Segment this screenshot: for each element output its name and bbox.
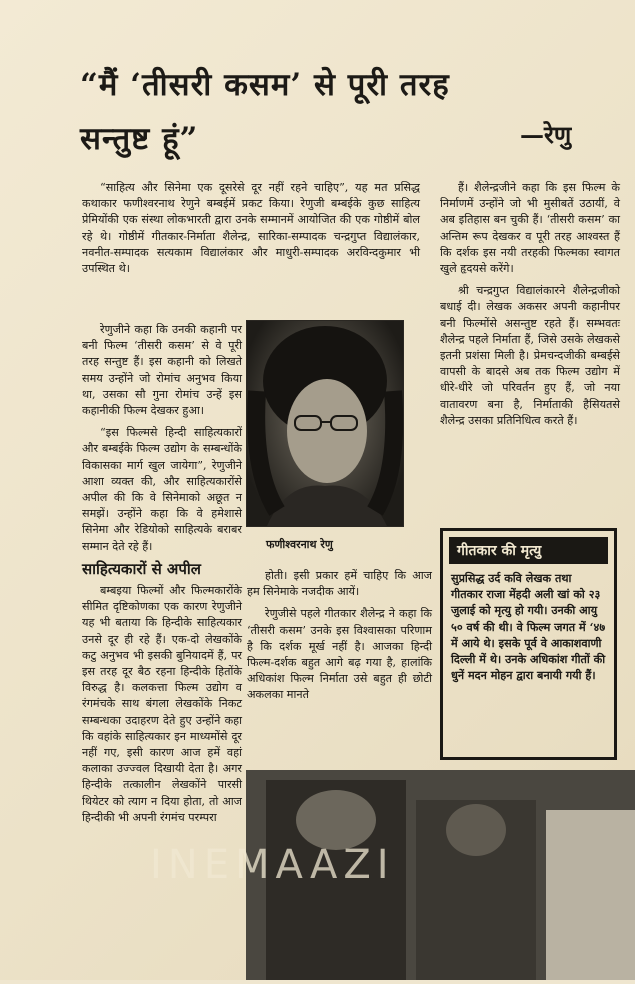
col1-paragraph-2: “इस फिल्मसे हिन्दी साहित्यकारों और बम्बईके फिल्म उद्योग के सम्बन्धोंके विकासका मार्ग खुल जायेगा”, रेणुजीने आशा व्यक्त की, और साहित्यकारोंसे अपील की कि वे सिनेमाको अछूत न समझें। उन्होंने कहा कि वे हमेशासे सिनेमा और रेडियोको साहित्यके बराबर सम्मान देते रहे हैं।	[82, 426, 242, 553]
obituary-box	[440, 528, 617, 760]
headline-line-2: सन्तुष्ट हूं”	[80, 121, 199, 158]
col3-paragraph-2: श्री चन्द्रगुप्त विद्यालंकारने शैलेन्द्रजीको बधाई दी। लेखक अकसर अपनी कहानीपर बनी फिल्मोंसे असन्तुष्ट रहते हैं। सम्भवतः शैलेन्द्र पहले निर्माता हैं, जिसे उसके लेखकसे इतनी प्रशंसा मिली है। प्रेमचन्दजीकी बम्बईसे वापसी के बादसे अब तक फिल्म उद्योग में धीरे-धीरे जो परिवर्तन हुए हैं, जो नया वातावरण बना है, निर्माताकी हैसियतसे शैलेन्द्र उसका प्रतिनिधित्व करते हैं।	[440, 284, 620, 427]
byline: —रेणु	[520, 120, 572, 149]
col2-paragraph-1: होती। इसी प्रकार हमें चाहिए कि आज हम सिनेमाके नजदीक आयें।	[247, 569, 432, 599]
subheading-appeal: साहित्यकारों से अपील	[82, 559, 201, 578]
column-left	[82, 322, 242, 832]
col3-paragraph-1: हैं। शैलेन्द्रजीने कहा कि इस फिल्म के निर्माणमें उन्होंने जो भी मुसीबतें उठायीं, वे अब इतिहास बन चुकी हैं। ‘तीसरी कसम’ का अन्तिम रूप देखकर व पूरी तरह आश्वस्त हैं कि दर्शक इस नयी तरहकी फिल्मका स्वागत खुले हृदयसे करेंगे।	[440, 181, 620, 276]
intro-text: “साहित्य और सिनेमा एक दूसरेसे दूर नहीं रहने चाहिए”, यह मत प्रसिद्ध कथाकार फणीश्वरनाथ रेणुने बम्बईमें प्रकट किया। रेणुजी बम्बईके कुछ साहित्य प्रेमियोंकी एक संस्था लोकभारती द्वारा उनके सम्मानमें आयोजित की एक गोष्ठीमें बोल रहे थे। गोष्ठीमें गीतकार-निर्माता शैलेन्द्र, सारिका-सम्पादक चन्द्रगुप्त विद्यालंकार, नवनीत-सम्पादक सत्यकाम विद्यालंकार और माधुरी-सम्पादक अरविन्दकुमार भी उपस्थित थे।	[82, 181, 420, 276]
portrait-image	[247, 321, 403, 526]
col1-paragraph-1: रेणुजीने कहा कि उनकी कहानी पर बनी फिल्म ‘तीसरी कसम’ से वे पूरी तरह सन्तुष्ट हैं। इस कहानी को लिखते समय उन्होंने जो रोमांच अनुभव किया था, उसका सौ गुना रोमांच उन्हें इस कहानीकी फिल्म देखकर हुआ।	[82, 323, 242, 418]
column-middle	[247, 568, 432, 710]
photo-caption: फणीश्वरनाथ रेणु	[266, 538, 333, 551]
obituary-title: गीतकार की मृत्यु	[449, 537, 608, 564]
col1-paragraph-3: बम्बइया फिल्मों और फिल्मकारोंके सीमित दृष्टिकोणका एक कारण रेणुजीने यह भी बताया कि हिन्दीके साहित्यकार उनसे दूर ही रहे हैं। एक-दो लेखकोंके कटु अनुभव भी इसकी बुनियादमें हैं, पर इस तरह दूर बैठ रहना हिन्दीके हितोंके विरुद्ध है। कलकत्ता फिल्म उद्योग व रंगमंचके साथ बंगला लेखकोंके निकट सम्बन्धका उदाहरण देते हुए उन्होंने कहा कि वहांके साहित्यकार इन माध्यमोंसे दूर नहीं गए, इसी कारण आज हमें वहां कलाका उज्ज्वल दिखायी देता है। अगर हिन्दीके तत्कालीन लेखकोंने पारसी थियेटर को त्याग न दिया होता, तो आज हिन्दीकी भी अपनी रंगमंच परम्परा	[82, 584, 242, 824]
headline-line-1: “मैं ‘तीसरी कसम’ से पूरी तरह	[80, 67, 450, 103]
col2-paragraph-2: रेणुजीसे पहले गीतकार शैलेन्द्र ने कहा कि ‘तीसरी कसम’ उनके इस विश्वासका परिणाम है कि दर्शक मूर्ख नहीं है। आजका हिन्दी फिल्म-दर्शक बहुत आगे बढ़ गया है, हालांकि अधिकांश फिल्म निर्माता उसे बहुत ही छोटी अकलका मानते	[247, 607, 432, 702]
portrait-photo-renu	[246, 320, 404, 527]
obituary-text: सुप्रसिद्ध उर्द कवि लेखक तथा गीतकार राजा मेंहदी अली खां को २३ जुलाई को मृत्यु हो गयी। उनकी आयु ५० वर्ष की थी। वे फिल्म जगत में ‘४७ में आये थे। इसके पूर्व वे आकाशवाणी दिल्ली में थे। उनके अधिकांश गीतों की धुनें मदन मोहन द्वारा बनायी गयी हैं।	[451, 571, 606, 683]
column-right	[440, 180, 620, 435]
intro-paragraph	[82, 180, 420, 283]
watermark-logo: INEMAAZI	[150, 842, 395, 888]
